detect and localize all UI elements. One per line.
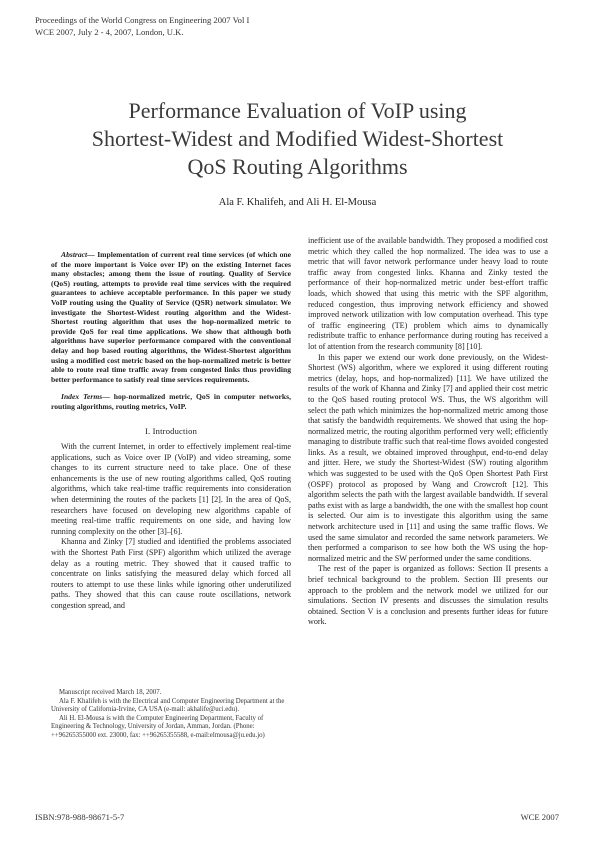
- title-line-3: QoS Routing Algorithms: [187, 154, 408, 179]
- footnote: Ali H. El-Mousa is with the Computer Engineering Department, Faculty of Engineering & Technology, University of Jordan, Amman, Jordan. (Phone: ++96265355000 ext. 23000, fax: ++96265355588, e-mail:elmousa@ju.edu.jo): [51, 714, 265, 739]
- body-paragraph: The rest of the paper is organized as follows: Section II presents a brief technical background to the problem. Section III presents our approach to the problem and the network model we utilized for our simulations. Section IV presents and discusses the simulation results obtained. Section V is a conclusion and presents further ideas for future work.: [308, 564, 548, 627]
- index-terms-label: Index Terms: [61, 392, 103, 402]
- section-heading: I. Introduction: [144, 425, 198, 436]
- body-paragraph: With the current Internet, in order to effectively implement real-time applications, such as Voice over IP (VoIP) and video streaming, some changes to its current structure need to take place. One of these enhancements is the use of new routing algorithms called, QoS routing algorithms, which take real-time traffic requirements into consideration when determining the routes of the packets [1] [2]. In the area of QoS, researchers have focused on developing new algorithms capable of meeting real-time traffic requirements on one side, and having low running complexity on the other [3]–[6].: [51, 442, 291, 536]
- footnote: Manuscript received March 18, 2007.: [59, 689, 162, 696]
- body-paragraph: inefficient use of the available bandwidth. They proposed a modified cost metric which they called the hop normalized. The idea was to use a metric that will favor network performance under heavy load to route traffic away from congested links. Khanna and Zinky tested the performance of their hop-normalized metric under best-effort traffic loads, which showed that using this metric with the SPF algorithm, reduced congestion, thus improving network efficiency and showed improved network utilization with low computation overhead. This type of traffic engineering (TE) problem which aims to dynamically redistribute traffic to enhance performance during routing has received a lot of attention from the research community [8] [10].: [308, 236, 548, 351]
- index-terms: [51, 392, 291, 411]
- footnotes: [51, 689, 291, 741]
- proceedings-header: [35, 14, 249, 38]
- header-line-2: WCE 2007, July 2 - 4, 2007, London, U.K.: [35, 27, 184, 37]
- left-column: [51, 236, 291, 612]
- index-terms-text: — hop-normalized metric, QoS in computer networks, routing algorithms, routing metrics, VoIP.: [51, 392, 291, 411]
- author-list: Ala F. Khalifeh, and Ali H. El-Mousa: [218, 197, 377, 208]
- title-line-2: Shortest-Widest and Modified Widest-Shortest: [91, 126, 504, 151]
- title-line-1: Performance Evaluation of VoIP using: [128, 98, 467, 123]
- footnote: Ala F. Khalifeh is with the Electrical and Computer Engineering Department at the University of California-Irvine, CA USA (e-mail: akhalife@uci.edu).: [51, 697, 285, 714]
- body-paragraph: In this paper we extend our work done previously, on the Widest-Shortest (WS) algorithm, where we explored it using different routing metrics (delay, hops, and hop-normalized) [11]. We have utilized the results of the work of Khanna and Zinky [7] and applied their cost metric to the QoS based routing protocol WS. Thus, the WS algorithm will select the path which minimizes the hop-normalized metric among those that satisfy the bandwidth requirements. We showed that using the hop-normalized metric, the routing algorithm performed very well; efficiently managing to distribute traffic such that real-time flows avoided congested links. As a result, we obtained improved throughput, end-to-end delay and jitter. Here, we study the Shortest-Widest (SW) routing algorithm which was suggested to be used with the QoS Open Shortest Path First (OSPF) protocol as proposed by Wang and Crowcroft [12]. This algorithm selects the path with the largest available bandwidth. If several paths exist with as large a bandwidth, the one with the smallest hop count is selected. Our aim is to investigate this algorithm using the same network architecture used in [11] and using the same traffic flows. We used the same simulator and recorded the same network parameters. We then performed a comparison to see how both the WS using the hop-normalized metric and the SW performed under the same conditions.: [308, 352, 548, 563]
- abstract: [51, 250, 291, 384]
- body-paragraph: Khanna and Zinky [7] studied and identified the problems associated with the Shortest Path First (SPF) algorithm which utilized the average delay as a routing metric. They showed that it caused traffic to concentrate on links satisfying the measured delay which forced all routers to attempt to use these links while ignoring other underutilized paths. They showed that this can cause route oscillations, network congestion spread, and: [51, 537, 291, 610]
- isbn-footer: ISBN:978-988-98671-5-7: [35, 812, 125, 822]
- right-column: [308, 236, 548, 628]
- abstract-text: — Implementation of current real time services (of which one of the more important is Voice over IP) on the existing Internet faces many obstacles; among them the issue of routing. Quality of Service (QoS) routing, attempts to provide real time services with the required guarantees to achieve acceptable performance. In this paper we study VoIP routing using the Quality of Service (QSR) network simulator. We investigate the Shortest-Widest routing algorithm and the Widest-Shortest routing algorithm that uses the hop-normalized metric to provide QoS for real time applications. We show that although both algorithms have superior performance compared with the conventional delay and hop based routing algorithms, the Widest-Shortest algorithm using a modified cost metric based on the hop-normalized metric is better able to route real time traffic away from congested links thus providing better performance to satisfy real time services requirements.: [51, 250, 291, 384]
- header-line-1: Proceedings of the World Congress on Engineering 2007 Vol I: [35, 15, 250, 25]
- conference-footer: WCE 2007: [520, 812, 559, 822]
- abstract-label: Abstract: [61, 250, 88, 259]
- paper-title: [40, 97, 555, 181]
